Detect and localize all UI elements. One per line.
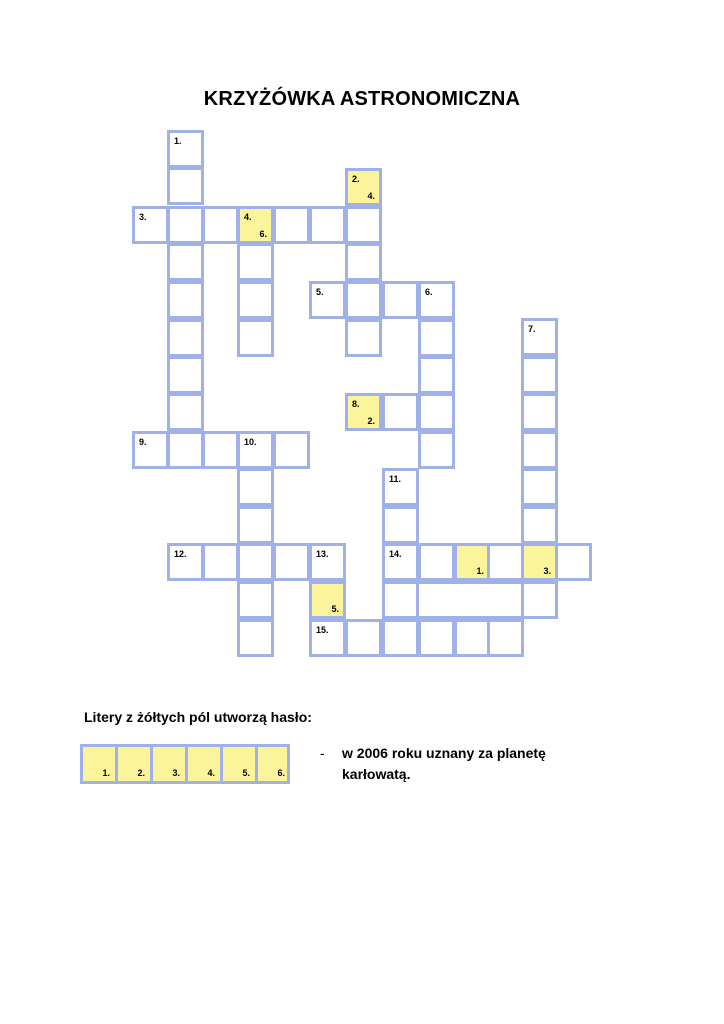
- crossword-cell[interactable]: [167, 319, 204, 357]
- clue-number: 15.: [316, 625, 329, 635]
- crossword-cell[interactable]: [345, 319, 382, 357]
- clue-number: 1.: [174, 136, 182, 146]
- password-cell[interactable]: [118, 747, 153, 781]
- crossword-cell[interactable]: [521, 356, 558, 394]
- crossword-cell[interactable]: [273, 543, 310, 581]
- clue-number: 11.: [389, 474, 402, 484]
- crossword-cell[interactable]: [167, 130, 204, 168]
- password-position: 2.: [367, 416, 375, 426]
- crossword-cell[interactable]: [345, 281, 382, 319]
- crossword-cell[interactable]: [237, 543, 274, 581]
- crossword-cell[interactable]: [237, 581, 274, 619]
- crossword-cell[interactable]: [167, 167, 204, 205]
- crossword-cell[interactable]: [382, 581, 419, 619]
- clue-number: 5.: [316, 287, 324, 297]
- crossword-cell-highlighted[interactable]: [309, 581, 346, 619]
- password-caption: Litery z żółtych pól utworzą hasło:: [84, 709, 312, 725]
- crossword-cell[interactable]: [382, 281, 419, 319]
- crossword-cell[interactable]: [487, 619, 524, 657]
- clue-number: 9.: [139, 437, 147, 447]
- crossword-cell[interactable]: [309, 619, 346, 657]
- password-position: 3.: [172, 768, 180, 778]
- crossword-cell[interactable]: [273, 206, 310, 244]
- crossword-cell[interactable]: [418, 393, 455, 431]
- password-position: 5.: [242, 768, 250, 778]
- password-cell[interactable]: [153, 747, 188, 781]
- crossword-cell[interactable]: [521, 581, 558, 619]
- clue-number: 13.: [316, 549, 329, 559]
- crossword-cell[interactable]: [167, 543, 204, 581]
- password-row: [80, 744, 290, 784]
- password-position: 5.: [331, 604, 339, 614]
- crossword-cell[interactable]: [167, 243, 204, 281]
- crossword-cell[interactable]: [202, 431, 239, 469]
- crossword-cell[interactable]: [418, 543, 455, 581]
- crossword-cell[interactable]: [521, 318, 558, 356]
- password-position: 4.: [367, 191, 375, 201]
- crossword-cell[interactable]: [237, 319, 274, 357]
- crossword-cell[interactable]: [521, 506, 558, 544]
- clue-number: 14.: [389, 549, 402, 559]
- crossword-cell[interactable]: [202, 543, 239, 581]
- password-position: 3.: [543, 566, 551, 576]
- crossword-cell[interactable]: [309, 281, 346, 319]
- password-position: 2.: [137, 768, 145, 778]
- clue-number: 6.: [425, 287, 433, 297]
- crossword-cell[interactable]: [345, 243, 382, 281]
- crossword-cell[interactable]: [345, 619, 382, 657]
- crossword-cell[interactable]: [237, 281, 274, 319]
- password-cell[interactable]: [188, 747, 223, 781]
- crossword-cell[interactable]: [521, 393, 558, 431]
- crossword-cell[interactable]: [454, 619, 491, 657]
- password-cell[interactable]: [83, 747, 118, 781]
- crossword-cell[interactable]: [418, 356, 455, 394]
- crossword-cell-highlighted[interactable]: [454, 543, 491, 581]
- crossword-cell[interactable]: [382, 393, 419, 431]
- password-hint: w 2006 roku uznany za planetę karłowatą.: [342, 745, 546, 782]
- password-position: 4.: [207, 768, 215, 778]
- crossword-cell[interactable]: [237, 243, 274, 281]
- crossword-cell[interactable]: [132, 206, 169, 244]
- clue-number: 3.: [139, 212, 147, 222]
- crossword-cell[interactable]: [521, 431, 558, 469]
- crossword-cell[interactable]: [382, 619, 419, 657]
- crossword-cell[interactable]: [167, 281, 204, 319]
- clue-number: 2.: [352, 174, 360, 184]
- crossword-cell[interactable]: [167, 206, 204, 244]
- crossword-cell-highlighted[interactable]: [345, 168, 382, 206]
- crossword-cell[interactable]: [521, 468, 558, 506]
- hint-dash: -: [320, 745, 325, 761]
- password-position: 6.: [259, 229, 267, 239]
- password-position: 1.: [102, 768, 110, 778]
- crossword-cell[interactable]: [418, 319, 455, 357]
- crossword-cell-highlighted[interactable]: [237, 206, 274, 244]
- crossword-cell[interactable]: [132, 431, 169, 469]
- password-cell[interactable]: [255, 747, 290, 781]
- crossword-cell[interactable]: [345, 206, 382, 244]
- crossword-cell[interactable]: [382, 543, 419, 581]
- crossword-cell[interactable]: [237, 431, 274, 469]
- crossword-cell[interactable]: [382, 506, 419, 544]
- crossword-cell[interactable]: [237, 468, 274, 506]
- page-title: KRZYŻÓWKA ASTRONOMICZNA: [203, 88, 521, 110]
- crossword-cell[interactable]: [237, 619, 274, 657]
- crossword-cell-highlighted[interactable]: [521, 543, 558, 581]
- crossword-cell[interactable]: [309, 206, 346, 244]
- password-cell[interactable]: [223, 747, 258, 781]
- clue-number: 12.: [174, 549, 187, 559]
- password-position: 1.: [476, 566, 484, 576]
- crossword-cell[interactable]: [273, 431, 310, 469]
- crossword-cell[interactable]: [418, 281, 455, 319]
- clue-number: 10.: [244, 437, 257, 447]
- crossword-cell[interactable]: [167, 393, 204, 431]
- clue-number: 4.: [244, 212, 252, 222]
- password-position: 6.: [277, 768, 285, 778]
- crossword-cell[interactable]: [487, 543, 524, 581]
- crossword-cell[interactable]: [237, 506, 274, 544]
- crossword-cell[interactable]: [382, 468, 419, 506]
- clue-number: 8.: [352, 399, 360, 409]
- crossword-cell[interactable]: [309, 543, 346, 581]
- crossword-cell[interactable]: [418, 619, 455, 657]
- crossword-cell[interactable]: [202, 206, 239, 244]
- crossword-cell[interactable]: [167, 431, 204, 469]
- crossword-cell-highlighted[interactable]: [345, 393, 382, 431]
- clue-number: 7.: [528, 324, 536, 334]
- crossword-cell[interactable]: [167, 356, 204, 394]
- grid-divider: [418, 581, 524, 619]
- crossword-cell[interactable]: [555, 543, 592, 581]
- crossword-cell[interactable]: [418, 431, 455, 469]
